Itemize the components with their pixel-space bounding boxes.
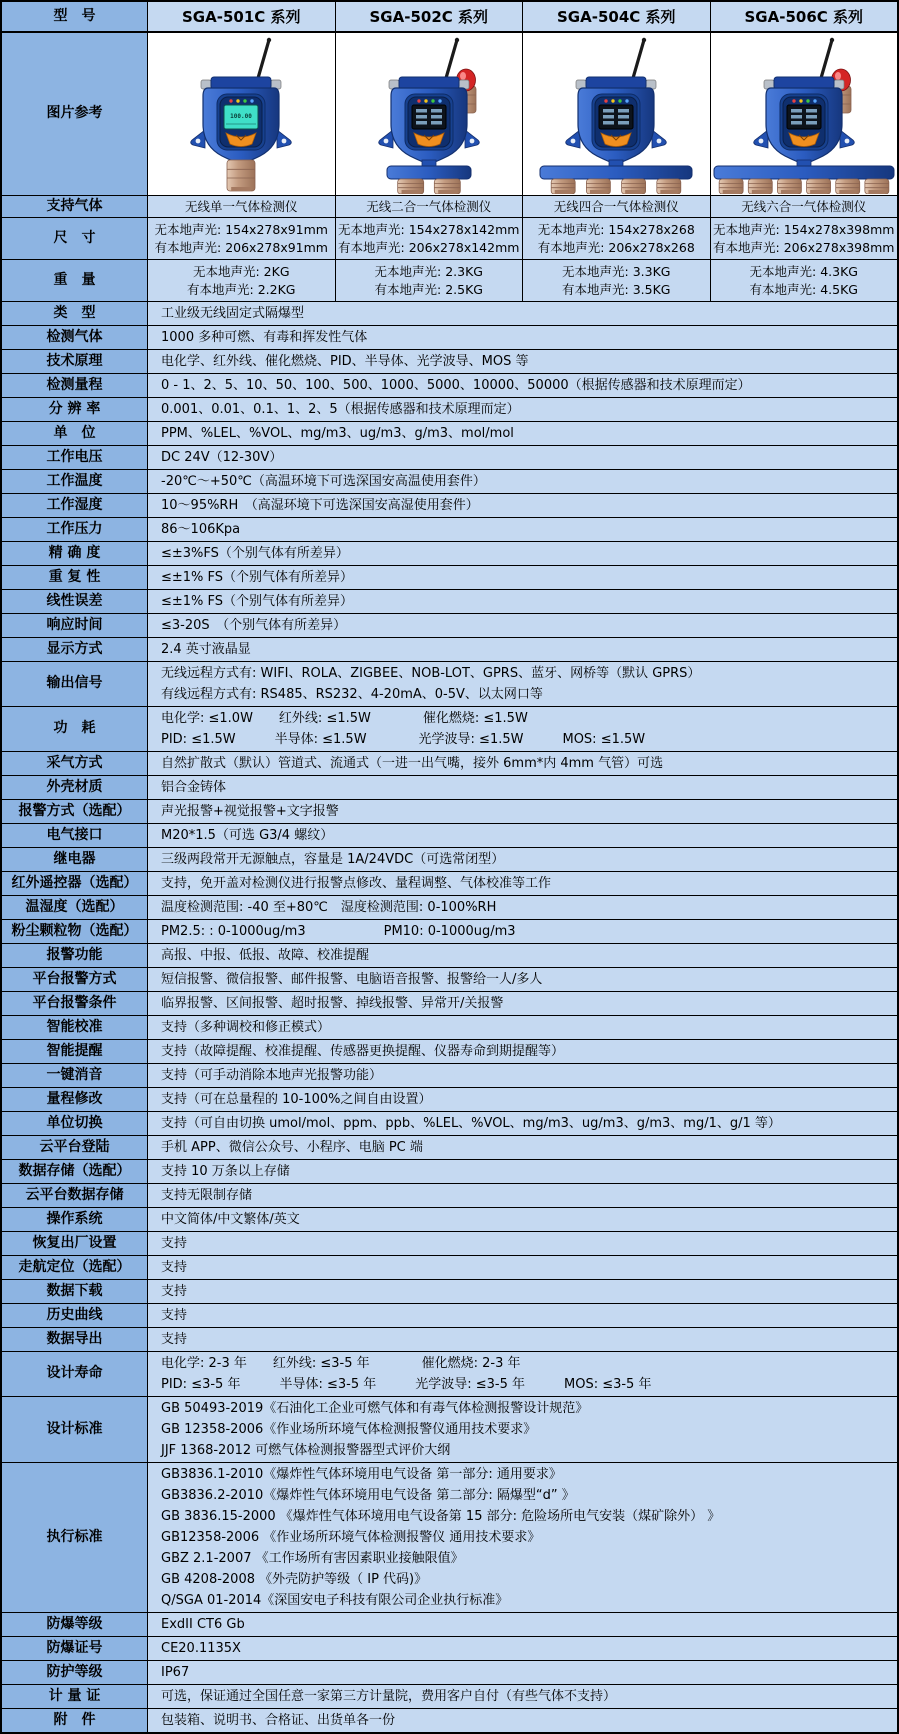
spec-value-line: 支持 bbox=[161, 1236, 188, 1251]
spec-value bbox=[148, 1661, 897, 1684]
spec-value bbox=[148, 662, 897, 706]
spec-row bbox=[2, 518, 897, 542]
spec-value bbox=[148, 1685, 897, 1708]
spec-value-line: 中文简体/中文繁体/英文 bbox=[161, 1212, 300, 1227]
spec-value bbox=[148, 1280, 897, 1303]
supported-gas-value: 无线四合一气体检测仪 bbox=[523, 196, 711, 217]
size-line: 无本地声光: 154x278x398mm bbox=[713, 221, 895, 237]
spec-row bbox=[2, 752, 897, 776]
spec-value-line: 工业级无线固定式隔爆型 bbox=[161, 306, 305, 321]
spec-value bbox=[148, 398, 897, 421]
spec-value bbox=[148, 542, 897, 565]
product-image-sga-506c bbox=[711, 33, 898, 195]
spec-value-line: 支持（可在总量程的 10-100%之间自由设置） bbox=[161, 1092, 432, 1107]
spec-value bbox=[148, 446, 897, 469]
image-row-label: 图片参考 bbox=[2, 33, 148, 195]
spec-value bbox=[148, 944, 897, 967]
spec-value-line: 支持 10 万条以上存储 bbox=[161, 1164, 290, 1179]
spec-value-line: GB 50493-2019《石油化工企业可燃气体和有毒气体检测报警设计规范》 bbox=[161, 1401, 589, 1416]
spec-value-line: 可选，保证通过全国任意一家第三方计量院，费用客户自付（有些气体不支持） bbox=[161, 1689, 617, 1704]
weight-line: 有本地声光: 2.2KG bbox=[187, 281, 296, 297]
spec-label: 工作湿度 bbox=[2, 494, 148, 517]
spec-value-line: Q/SGA 01-2014《深国安电子科技有限公司企业执行标准》 bbox=[161, 1593, 509, 1608]
spec-row bbox=[2, 944, 897, 968]
spec-row bbox=[2, 776, 897, 800]
spec-value bbox=[148, 776, 897, 799]
spec-row bbox=[2, 1232, 897, 1256]
spec-value bbox=[148, 752, 897, 775]
spec-label: 技术原理 bbox=[2, 350, 148, 373]
spec-label: 防护等级 bbox=[2, 1661, 148, 1684]
spec-label: 单位切换 bbox=[2, 1112, 148, 1135]
weight-label: 重 量 bbox=[2, 260, 148, 301]
spec-row bbox=[2, 590, 897, 614]
spec-value-line: 短信报警、微信报警、邮件报警、电脑语音报警、报警给一人/多人 bbox=[161, 972, 543, 987]
spec-label: 走航定位（选配） bbox=[2, 1256, 148, 1279]
spec-value-line: PID: ≤3-5 年 半导体: ≤3-5 年 光学波导: ≤3-5 年 MOS: ≤3-5 年 bbox=[161, 1377, 652, 1392]
spec-value-line: 三级两段常开无源触点，容量是 1A/24VDC（可选常闭型） bbox=[161, 852, 505, 867]
spec-value-line: 支持（故障提醒、校准提醒、传感器更换提醒、仪器寿命到期提醒等） bbox=[161, 1044, 565, 1059]
spec-value bbox=[148, 1256, 897, 1279]
spec-value bbox=[148, 1232, 897, 1255]
spec-label: 防爆证号 bbox=[2, 1637, 148, 1660]
spec-value bbox=[148, 1064, 897, 1087]
spec-value-line: M20*1.5（可选 G3/4 螺纹） bbox=[161, 828, 334, 843]
weight-value bbox=[148, 260, 336, 301]
size-row bbox=[2, 218, 897, 260]
spec-row bbox=[2, 1160, 897, 1184]
spec-label: 报警功能 bbox=[2, 944, 148, 967]
size-line: 有本地声光: 206x278x398mm bbox=[713, 239, 895, 255]
spec-rows bbox=[2, 302, 897, 1732]
spec-row bbox=[2, 1064, 897, 1088]
spec-label: 电气接口 bbox=[2, 824, 148, 847]
spec-label: 计 量 证 bbox=[2, 1685, 148, 1708]
spec-value-line: 支持 bbox=[161, 1308, 188, 1323]
spec-row bbox=[2, 920, 897, 944]
weight-value bbox=[711, 260, 898, 301]
spec-label: 防爆等级 bbox=[2, 1613, 148, 1636]
image-reference-row bbox=[2, 33, 897, 196]
spec-value bbox=[148, 848, 897, 871]
spec-label: 检测气体 bbox=[2, 326, 148, 349]
spec-value-line: DC 24V（12-30V） bbox=[161, 450, 283, 465]
spec-value bbox=[148, 1328, 897, 1351]
spec-value-line: GB3836.1-2010《爆炸性气体环境用电气设备 第一部分: 通用要求》 bbox=[161, 1467, 562, 1482]
spec-value-line: 包装箱、说明书、合格证、出货单各一份 bbox=[161, 1713, 396, 1728]
spec-value-line: 有线远程方式有: RS485、RS232、4-20mA、0-5V、以太网口等 bbox=[161, 687, 543, 702]
spec-row bbox=[2, 1709, 897, 1732]
spec-value bbox=[148, 638, 897, 661]
weight-value bbox=[336, 260, 524, 301]
spec-row bbox=[2, 614, 897, 638]
spec-value-line: PM2.5: : 0-1000ug/m3 PM10: 0-1000ug/m3 bbox=[161, 924, 516, 939]
spec-value-line: GB3836.2-2010《爆炸性气体环境用电气设备 第二部分: 隔爆型“d” 》 bbox=[161, 1488, 575, 1503]
spec-value-line: 支持，免开盖对检测仪进行报警点修改、量程调整、气体校准等工作 bbox=[161, 876, 552, 891]
size-value bbox=[148, 218, 336, 259]
weight-line: 无本地声光: 4.3KG bbox=[749, 263, 858, 279]
spec-value-line: 支持（多种调校和修正模式） bbox=[161, 1020, 331, 1035]
supported-gas-value: 无线六合一气体检测仪 bbox=[711, 196, 898, 217]
header-label: 型 号 bbox=[2, 2, 148, 31]
spec-row bbox=[2, 398, 897, 422]
spec-value bbox=[148, 518, 897, 541]
spec-row bbox=[2, 992, 897, 1016]
spec-row bbox=[2, 1397, 897, 1463]
spec-value bbox=[148, 350, 897, 373]
spec-row bbox=[2, 1208, 897, 1232]
spec-value-line: 1000 多种可燃、有毒和挥发性气体 bbox=[161, 330, 368, 345]
spec-row bbox=[2, 1613, 897, 1637]
spec-row bbox=[2, 422, 897, 446]
spec-label: 设计寿命 bbox=[2, 1352, 148, 1396]
spec-value-line: 手机 APP、微信公众号、小程序、电脑 PC 端 bbox=[161, 1140, 423, 1155]
spec-value-line: 电化学、红外线、催化燃烧、PID、半导体、光学波导、MOS 等 bbox=[161, 354, 529, 369]
spec-row bbox=[2, 1088, 897, 1112]
weight-row bbox=[2, 260, 897, 302]
spec-value bbox=[148, 896, 897, 919]
spec-value bbox=[148, 968, 897, 991]
weight-line: 有本地声光: 3.5KG bbox=[562, 281, 671, 297]
supported-gas-value: 无线单一气体检测仪 bbox=[148, 196, 336, 217]
header-row bbox=[2, 2, 897, 33]
spec-label: 执行标准 bbox=[2, 1463, 148, 1612]
spec-value-line: 支持无限制存储 bbox=[161, 1188, 253, 1203]
spec-value-line: 电化学: 2-3 年 红外线: ≤3-5 年 催化燃烧: 2-3 年 bbox=[161, 1356, 521, 1371]
spec-label: 数据下载 bbox=[2, 1280, 148, 1303]
spec-value bbox=[148, 800, 897, 823]
spec-value bbox=[148, 1136, 897, 1159]
spec-label: 恢复出厂设置 bbox=[2, 1232, 148, 1255]
spec-label: 云平台登陆 bbox=[2, 1136, 148, 1159]
spec-value-line: 电化学: ≤1.0W 红外线: ≤1.5W 催化燃烧: ≤1.5W bbox=[161, 711, 528, 726]
spec-value bbox=[148, 1397, 897, 1462]
model-header-sga-501c: SGA-501C 系列 bbox=[148, 2, 336, 31]
spec-label: 分 辨 率 bbox=[2, 398, 148, 421]
size-value bbox=[523, 218, 711, 259]
spec-row bbox=[2, 1136, 897, 1160]
spec-row bbox=[2, 1352, 897, 1397]
spec-value-line: 临界报警、区间报警、超时报警、掉线报警、异常开/关报警 bbox=[161, 996, 504, 1011]
spec-value-line: GB 12358-2006《作业场所环境气体检测报警仪通用技术要求》 bbox=[161, 1422, 537, 1437]
spec-label: 一键消音 bbox=[2, 1064, 148, 1087]
spec-row bbox=[2, 707, 897, 752]
spec-value bbox=[148, 992, 897, 1015]
weight-line: 无本地声光: 2KG bbox=[192, 263, 290, 279]
spec-value-line: IP67 bbox=[161, 1665, 190, 1680]
spec-label: 线性误差 bbox=[2, 590, 148, 613]
spec-value bbox=[148, 1112, 897, 1135]
spec-value bbox=[148, 566, 897, 589]
model-header-sga-504c: SGA-504C 系列 bbox=[523, 2, 711, 31]
spec-value bbox=[148, 1613, 897, 1636]
spec-value-line: 支持（可手动消除本地声光报警功能） bbox=[161, 1068, 383, 1083]
spec-value bbox=[148, 1709, 897, 1732]
weight-line: 有本地声光: 4.5KG bbox=[749, 281, 858, 297]
spec-value-line: GB12358-2006 《作业场所环境气体检测报警仪 通用技术要求》 bbox=[161, 1530, 541, 1545]
spec-value-line: 10～95%RH （高湿环境下可选深国安高湿使用套件） bbox=[161, 498, 479, 513]
size-value bbox=[336, 218, 524, 259]
spec-label: 附 件 bbox=[2, 1709, 148, 1732]
spec-row bbox=[2, 896, 897, 920]
spec-label: 平台报警条件 bbox=[2, 992, 148, 1015]
supported-gas-label: 支持气体 bbox=[2, 196, 148, 217]
spec-value-line: 0.001、0.01、0.1、1、2、5（根据传感器和技术原理而定） bbox=[161, 402, 520, 417]
spec-label: 设计标准 bbox=[2, 1397, 148, 1462]
size-line: 无本地声光: 154x278x91mm bbox=[154, 221, 328, 237]
spec-label: 历史曲线 bbox=[2, 1304, 148, 1327]
spec-row bbox=[2, 968, 897, 992]
spec-label: 检测量程 bbox=[2, 374, 148, 397]
spec-value bbox=[148, 470, 897, 493]
spec-value-line: JJF 1368-2012 可燃气体检测报警器型式评价大纲 bbox=[161, 1443, 451, 1458]
spec-value-line: PPM、%LEL、%VOL、mg/m3、ug/m3、g/m3、mol/mol bbox=[161, 426, 514, 441]
spec-label: 精 确 度 bbox=[2, 542, 148, 565]
spec-label: 继电器 bbox=[2, 848, 148, 871]
spec-value-line: -20℃～+50℃（高温环境下可选深国安高温使用套件） bbox=[161, 474, 486, 489]
spec-row bbox=[2, 326, 897, 350]
spec-value bbox=[148, 1088, 897, 1111]
spec-label: 输出信号 bbox=[2, 662, 148, 706]
spec-value bbox=[148, 422, 897, 445]
size-line: 无本地声光: 154x278x142mm bbox=[338, 221, 520, 237]
spec-row bbox=[2, 638, 897, 662]
spec-value-line: GB 3836.15-2000 《爆炸性气体环境用电气设备第 15 部分: 危险场所电气安装（煤矿除外） 》 bbox=[161, 1509, 721, 1524]
spec-label: 数据存储（选配） bbox=[2, 1160, 148, 1183]
spec-value bbox=[148, 1016, 897, 1039]
spec-value-line: PID: ≤1.5W 半导体: ≤1.5W 光学波导: ≤1.5W MOS: ≤1.5W bbox=[161, 732, 646, 747]
size-line: 有本地声光: 206x278x91mm bbox=[154, 239, 328, 255]
weight-line: 有本地声光: 2.5KG bbox=[374, 281, 483, 297]
spec-value bbox=[148, 326, 897, 349]
model-header-sga-506c: SGA-506C 系列 bbox=[711, 2, 898, 31]
spec-row bbox=[2, 1328, 897, 1352]
spec-label: 云平台数据存储 bbox=[2, 1184, 148, 1207]
supported-gas-value: 无线二合一气体检测仪 bbox=[336, 196, 524, 217]
spec-value-line: 86～106Kpa bbox=[161, 522, 241, 537]
spec-label: 工作压力 bbox=[2, 518, 148, 541]
product-image-sga-501c bbox=[148, 33, 336, 195]
size-label: 尺 寸 bbox=[2, 218, 148, 259]
spec-value-line: 支持（可自由切换 umol/mol、ppm、ppb、%LEL、%VOL、mg/m3、ug/m3、g/m3、mg/1、g/1 等） bbox=[161, 1116, 781, 1131]
spec-label: 工作温度 bbox=[2, 470, 148, 493]
spec-value bbox=[148, 590, 897, 613]
spec-value-line: 支持 bbox=[161, 1284, 188, 1299]
spec-value-line: ≤±1% FS（个别气体有所差异） bbox=[161, 570, 354, 585]
spec-value-line: ≤3-20S （个别气体有所差异） bbox=[161, 618, 347, 633]
spec-label: 显示方式 bbox=[2, 638, 148, 661]
spec-label: 平台报警方式 bbox=[2, 968, 148, 991]
spec-row bbox=[2, 1016, 897, 1040]
spec-value-line: 声光报警+视觉报警+文字报警 bbox=[161, 804, 339, 819]
spec-value-line: GB 4208-2008 《外壳防护等级（ IP 代码)》 bbox=[161, 1572, 428, 1587]
spec-label: 智能校准 bbox=[2, 1016, 148, 1039]
spec-label: 单 位 bbox=[2, 422, 148, 445]
spec-value-line: GBZ 2.1-2007 《工作场所有害因素职业接触限值》 bbox=[161, 1551, 464, 1566]
spec-value-line: ≤±3%FS（个别气体有所差异） bbox=[161, 546, 349, 561]
spec-value bbox=[148, 1304, 897, 1327]
spec-label: 采气方式 bbox=[2, 752, 148, 775]
size-line: 有本地声光: 206x278x268 bbox=[537, 239, 695, 255]
spec-value-line: ≤±1% FS（个别气体有所差异） bbox=[161, 594, 354, 609]
spec-row bbox=[2, 1685, 897, 1709]
spec-label: 智能提醒 bbox=[2, 1040, 148, 1063]
model-header-sga-502c: SGA-502C 系列 bbox=[336, 2, 524, 31]
spec-label: 红外遥控器（选配） bbox=[2, 872, 148, 895]
spec-value bbox=[148, 1637, 897, 1660]
spec-row bbox=[2, 542, 897, 566]
spec-value-line: 支持 bbox=[161, 1260, 188, 1275]
spec-row bbox=[2, 446, 897, 470]
spec-value bbox=[148, 920, 897, 943]
spec-label: 重 复 性 bbox=[2, 566, 148, 589]
spec-row bbox=[2, 1463, 897, 1613]
spec-label: 操作系统 bbox=[2, 1208, 148, 1231]
spec-label: 功 耗 bbox=[2, 707, 148, 751]
spec-value-line: 自然扩散式（默认）管道式、流通式（一进一出气嘴，接外 6mm*内 4mm 气管）可选 bbox=[161, 756, 664, 771]
spec-label: 工作电压 bbox=[2, 446, 148, 469]
spec-value-line: 0 - 1、2、5、10、50、100、500、1000、5000、10000、50000（根据传感器和技术原理而定） bbox=[161, 378, 751, 393]
spec-value bbox=[148, 302, 897, 325]
spec-row bbox=[2, 1280, 897, 1304]
spec-value-line: 无线远程方式有: WIFI、ROLA、ZIGBEE、NOB-LOT、GPRS、蓝牙、网桥等（默认 GPRS） bbox=[161, 666, 701, 681]
spec-value-line: 2.4 英寸液晶显 bbox=[161, 642, 251, 657]
spec-value bbox=[148, 1160, 897, 1183]
spec-label: 报警方式（选配） bbox=[2, 800, 148, 823]
spec-row bbox=[2, 1661, 897, 1685]
spec-label: 响应时间 bbox=[2, 614, 148, 637]
weight-value bbox=[523, 260, 711, 301]
spec-row bbox=[2, 566, 897, 590]
spec-value-line: 铝合金铸体 bbox=[161, 780, 227, 795]
product-image-sga-502c bbox=[336, 33, 524, 195]
spec-label: 量程修改 bbox=[2, 1088, 148, 1111]
spec-row bbox=[2, 302, 897, 326]
spec-label: 外壳材质 bbox=[2, 776, 148, 799]
spec-label: 数据导出 bbox=[2, 1328, 148, 1351]
spec-value bbox=[148, 614, 897, 637]
supported-gas-row bbox=[2, 196, 897, 218]
spec-row bbox=[2, 494, 897, 518]
spec-value bbox=[148, 824, 897, 847]
spec-value bbox=[148, 1463, 897, 1612]
spec-row bbox=[2, 1256, 897, 1280]
size-line: 有本地声光: 206x278x142mm bbox=[338, 239, 520, 255]
spec-value bbox=[148, 872, 897, 895]
svg-text:100.00: 100.00 bbox=[230, 113, 253, 120]
weight-line: 无本地声光: 2.3KG bbox=[374, 263, 483, 279]
weight-line: 无本地声光: 3.3KG bbox=[562, 263, 671, 279]
spec-value bbox=[148, 494, 897, 517]
product-image-sga-504c bbox=[523, 33, 711, 195]
size-line: 无本地声光: 154x278x268 bbox=[537, 221, 695, 237]
spec-value-line: 支持 bbox=[161, 1332, 188, 1347]
spec-value bbox=[148, 707, 897, 751]
spec-row bbox=[2, 824, 897, 848]
spec-row bbox=[2, 848, 897, 872]
spec-value-line: CE20.1135X bbox=[161, 1641, 241, 1656]
spec-value-line: 温度检测范围: -40 至+80℃ 湿度检测范围: 0-100%RH bbox=[161, 900, 497, 915]
spec-value bbox=[148, 1208, 897, 1231]
spec-row bbox=[2, 1112, 897, 1136]
spec-row bbox=[2, 374, 897, 398]
spec-row bbox=[2, 662, 897, 707]
spec-row bbox=[2, 470, 897, 494]
spec-label: 温湿度（选配） bbox=[2, 896, 148, 919]
spec-value bbox=[148, 1352, 897, 1396]
spec-row bbox=[2, 350, 897, 374]
spec-row bbox=[2, 872, 897, 896]
spec-value bbox=[148, 1184, 897, 1207]
spec-row bbox=[2, 1184, 897, 1208]
spec-row bbox=[2, 800, 897, 824]
spec-value bbox=[148, 1040, 897, 1063]
spec-label: 类 型 bbox=[2, 302, 148, 325]
size-value bbox=[711, 218, 898, 259]
spec-value-line: 高报、中报、低报、故障、校准提醒 bbox=[161, 948, 370, 963]
spec-value bbox=[148, 374, 897, 397]
spec-row bbox=[2, 1637, 897, 1661]
spec-value-line: ExdII CT6 Gb bbox=[161, 1617, 245, 1632]
spec-row bbox=[2, 1040, 897, 1064]
spec-row bbox=[2, 1304, 897, 1328]
spec-label: 粉尘颗粒物（选配） bbox=[2, 920, 148, 943]
